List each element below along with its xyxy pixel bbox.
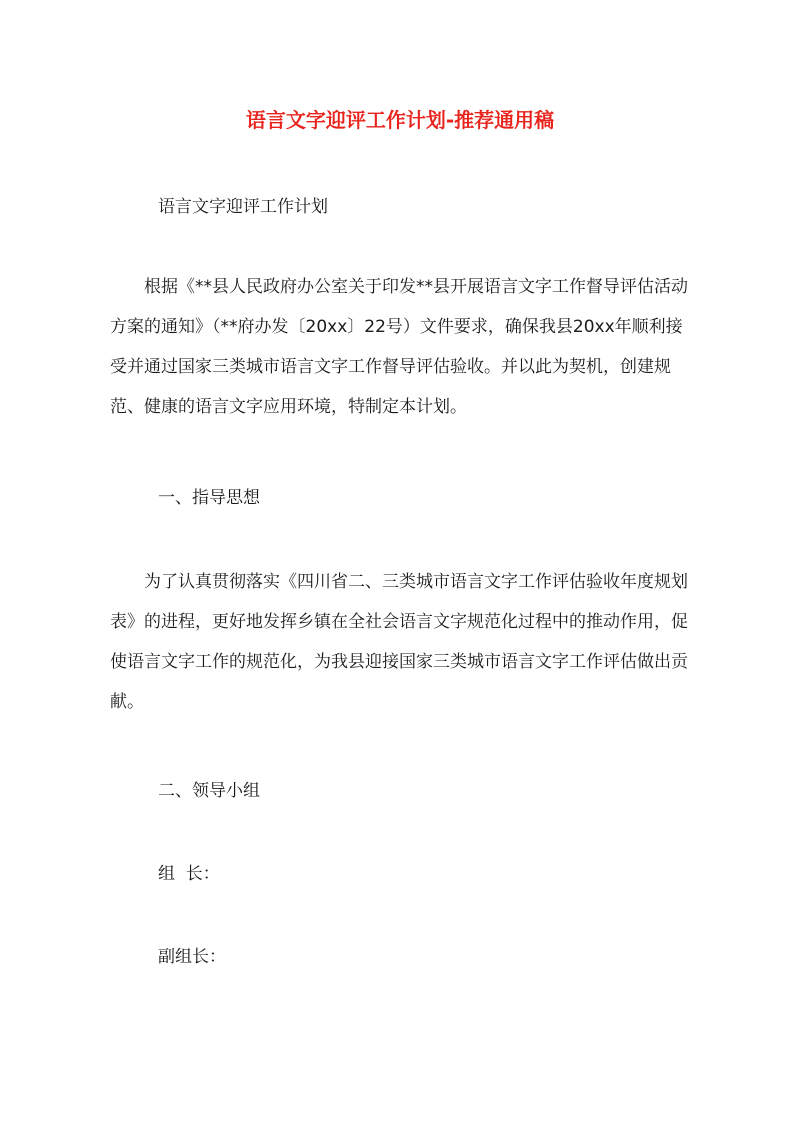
leader-label: 组 长： (158, 864, 220, 884)
document-subtitle: 语言文字迎评工作计划 (158, 197, 328, 217)
deputy-leader-label: 副组长： (158, 947, 226, 967)
paragraph-intro: 根据《**县人民政府办公室关于印发**县开展语言文字工作督导评估活动方案的通知》（**府办发〔20xx〕22号）文件要求，确保我县20xx年顺利接受并通过国家三类城市语言文字工作督导评估验收。并以此为契机，创建规范、健康的语言文字应用环境，特制定本计划。 (110, 277, 688, 417)
section-heading-leadership-group: 二、领导小组 (158, 781, 260, 801)
document-title: 语言文字迎评工作计划-推荐通用稿 (245, 108, 555, 132)
paragraph-guiding-ideology: 为了认真贯彻落实《四川省二、三类城市语言文字工作评估验收年度规划表》的进程，更好地发挥乡镇在全社会语言文字规范化过程中的推动作用，促使语言文字工作的规范化，为我县迎接国家三类城市语言文字工作评估做出贡献。 (110, 572, 688, 712)
section-heading-guiding-ideology: 一、指导思想 (158, 488, 260, 508)
